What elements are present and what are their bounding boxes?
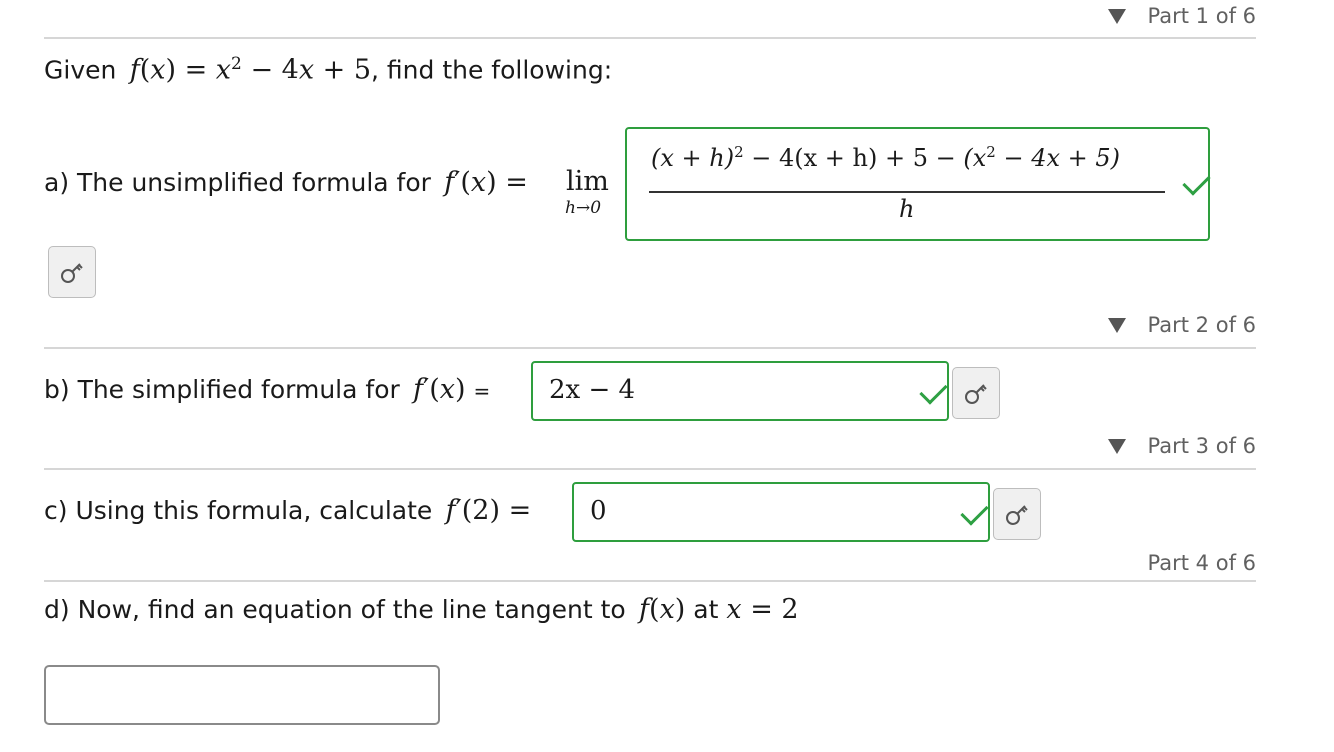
part-4-header (1148, 551, 1256, 575)
key-icon (963, 380, 989, 406)
fraction-denominator: h (899, 195, 915, 223)
part-d-prompt: d) Now, find an equation of the line tangent to f(x) at x = 2 (44, 594, 799, 625)
collapse-triangle-icon[interactable] (1108, 439, 1126, 454)
part-label: Part 4 of 6 (1147, 551, 1256, 575)
collapse-triangle-icon[interactable] (1108, 318, 1126, 333)
check-icon (919, 376, 947, 404)
check-icon (960, 497, 988, 525)
check-icon (1182, 167, 1210, 195)
problem-statement: Given $f(x) = x^2 - 4x + 5$, find the following: (44, 54, 613, 86)
part-c-answer-field[interactable] (572, 482, 990, 542)
part-b-answer-key-button[interactable] (952, 367, 1000, 419)
key-icon (1004, 501, 1030, 527)
part-a-answer-field[interactable] (625, 127, 1210, 241)
part-b-prompt: b) The simplified formula for f′(x) = (44, 374, 491, 405)
collapse-triangle-icon[interactable] (1108, 9, 1126, 24)
limit-symbol: lim (566, 166, 609, 197)
divider (44, 580, 1256, 582)
part-c-answer-value: 0 (590, 496, 607, 526)
part-label: Part 2 of 6 (1147, 313, 1256, 337)
part-label: Part 3 of 6 (1147, 434, 1256, 458)
part-c-answer-key-button[interactable] (993, 488, 1041, 540)
part-d-answer-field[interactable] (44, 665, 440, 725)
part-label: Part 1 of 6 (1147, 4, 1256, 28)
divider (44, 37, 1256, 39)
part-b-answer-field[interactable] (531, 361, 949, 421)
fraction-bar (649, 191, 1165, 193)
part-b-answer-value: 2x − 4 (549, 375, 636, 405)
fraction-numerator: $(x + h)^2 - 4(x + h) + 5 - (x^2 - 4x + 5)$ (651, 143, 1120, 172)
limit-subscript: h→0 (565, 198, 602, 218)
divider (44, 347, 1256, 349)
part-a-prompt: a) The unsimplified formula for f′(x) = (44, 167, 528, 198)
part-2-header[interactable] (1108, 313, 1256, 337)
part-a-answer-key-button[interactable] (48, 246, 96, 298)
key-icon (59, 259, 85, 285)
divider (44, 468, 1256, 470)
part-1-header[interactable] (1108, 4, 1256, 28)
part-c-prompt: c) Using this formula, calculate f′(2) = (44, 495, 532, 526)
part-3-header[interactable] (1108, 434, 1256, 458)
